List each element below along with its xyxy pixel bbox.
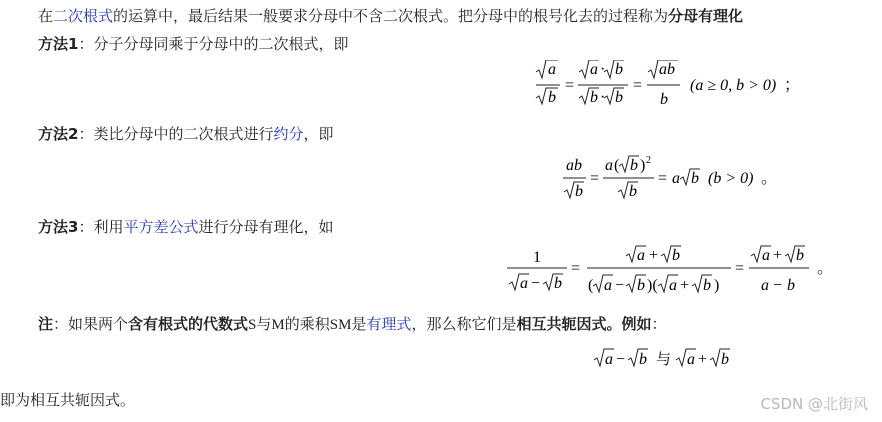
formula2-condition: (b > 0) [708, 170, 754, 187]
svg-text:−: − [773, 277, 783, 294]
svg-text:a: a [605, 351, 613, 368]
frac-ab-over-sqrt-b [563, 157, 586, 200]
svg-text:b: b [629, 183, 637, 200]
note-line [38, 314, 666, 335]
frac-sqrt-ab-over-b [647, 60, 680, 108]
method1-text: ：分子分母同乘于分母中的二次根式，即 [78, 35, 349, 53]
svg-text:+: + [773, 247, 783, 264]
svg-text:b: b [630, 157, 638, 174]
intro-paragraph [38, 6, 743, 26]
intro-text-1: 在 [38, 7, 54, 25]
intro-text-2: 的运算中，最后结果一般要求分母中不含二次根式。把分母中的根号化去的过程称为 [113, 7, 669, 25]
svg-text:a: a [604, 277, 612, 294]
svg-text:b: b [660, 91, 668, 108]
svg-text:−: − [615, 277, 625, 294]
svg-text:(: ( [588, 277, 594, 294]
watermark: CSDN @北街风 [760, 395, 868, 413]
formula3-end: 。 [817, 260, 834, 277]
svg-text:a: a [605, 157, 613, 174]
svg-text:·: · [600, 61, 606, 78]
note-label: 注 [38, 315, 54, 333]
svg-text:(: ( [614, 157, 620, 174]
frac-sqrt-a-over-sqrt-b [536, 60, 560, 106]
method2-text-2: ，即 [303, 125, 334, 143]
svg-text:a: a [548, 61, 556, 78]
svg-text:b: b [554, 275, 562, 292]
example-connector: 与 [656, 350, 672, 368]
formula-3 [505, 244, 835, 302]
method1-line [38, 34, 348, 54]
svg-text:a: a [520, 275, 528, 292]
svg-text:−: − [616, 351, 626, 368]
method3-text-1: ：利用 [78, 218, 124, 236]
svg-text:b: b [637, 277, 645, 294]
svg-text:b: b [672, 247, 680, 264]
svg-text:b: b [615, 61, 623, 78]
svg-text:−: − [531, 275, 541, 292]
method3-line [38, 217, 333, 237]
method2-text-1: ：类比分母中的二次根式进行 [78, 125, 274, 143]
svg-text:a: a [637, 247, 645, 264]
note-text-2: S与M的乘积SM是 [248, 317, 367, 333]
method2-label: 方法2 [38, 125, 79, 143]
svg-text:): ) [714, 277, 720, 294]
svg-text:2: 2 [646, 155, 651, 166]
method2-line [38, 124, 333, 144]
svg-text:1: 1 [533, 249, 541, 266]
frac-conjugate-multiplied [587, 246, 731, 294]
svg-text:b: b [703, 277, 711, 294]
svg-text:=: = [565, 77, 575, 94]
svg-text:+: + [680, 277, 690, 294]
svg-text:+: + [649, 247, 659, 264]
link-difference-of-squares[interactable]: 平方差公式 [123, 218, 199, 236]
frac-multiplied [578, 60, 628, 106]
svg-text:a: a [761, 277, 769, 294]
frac-a-sqrtb-squared [603, 155, 654, 200]
note-text-1: ：如果两个 [53, 315, 129, 333]
link-rational-expression[interactable]: 有理式 [366, 315, 412, 333]
formula1-end: ； [784, 77, 801, 94]
svg-text:ab: ab [566, 157, 582, 174]
link-reduction[interactable]: 约分 [273, 125, 304, 143]
svg-text:b: b [548, 89, 556, 106]
method1-label: 方法1 [38, 35, 79, 53]
svg-text:a: a [669, 277, 677, 294]
svg-text:b: b [615, 89, 623, 106]
note-bold-2: 相互共轭因式。例如 [516, 315, 652, 333]
note-text-4: ： [651, 315, 667, 333]
svg-text:=: = [590, 170, 600, 187]
svg-text:b: b [691, 170, 699, 187]
link-quadratic-radical[interactable]: 二次根式 [53, 7, 114, 25]
svg-text:ab: ab [659, 61, 675, 78]
svg-text:b: b [639, 351, 647, 368]
formula1-condition: (a ≥ 0, b > 0) [690, 77, 777, 94]
formula-1 [532, 60, 802, 120]
svg-text:=: = [571, 260, 581, 277]
method3-text-2: 进行分母有理化，如 [198, 218, 334, 236]
conclusion-line: 即为相互共轭因式。 [0, 391, 136, 409]
formula2-end: 。 [761, 170, 778, 187]
svg-text:b: b [721, 351, 729, 368]
svg-text:=: = [735, 260, 745, 277]
frac-result [749, 246, 809, 294]
frac-1-over-diff [507, 249, 567, 292]
svg-text:=: = [658, 170, 668, 187]
method3-label: 方法3 [38, 218, 79, 236]
svg-text:·: · [600, 89, 606, 106]
note-bold-1: 含有根式的代数式 [128, 315, 249, 333]
svg-text:a: a [687, 351, 695, 368]
svg-text:b: b [590, 89, 598, 106]
note-text-3: ，那么称它们是 [411, 315, 517, 333]
svg-text:b: b [575, 183, 583, 200]
svg-text:b: b [787, 277, 795, 294]
svg-text:)(: )( [647, 277, 658, 294]
example-conjugates [592, 344, 752, 372]
formula-2 [560, 154, 790, 210]
svg-text:): ) [640, 157, 646, 174]
svg-text:a: a [672, 170, 680, 187]
svg-text:a: a [590, 61, 598, 78]
svg-text:=: = [633, 77, 643, 94]
svg-text:a: a [762, 247, 770, 264]
svg-text:+: + [698, 351, 708, 368]
svg-text:b: b [796, 247, 804, 264]
intro-bold-term: 分母有理化 [668, 7, 744, 25]
